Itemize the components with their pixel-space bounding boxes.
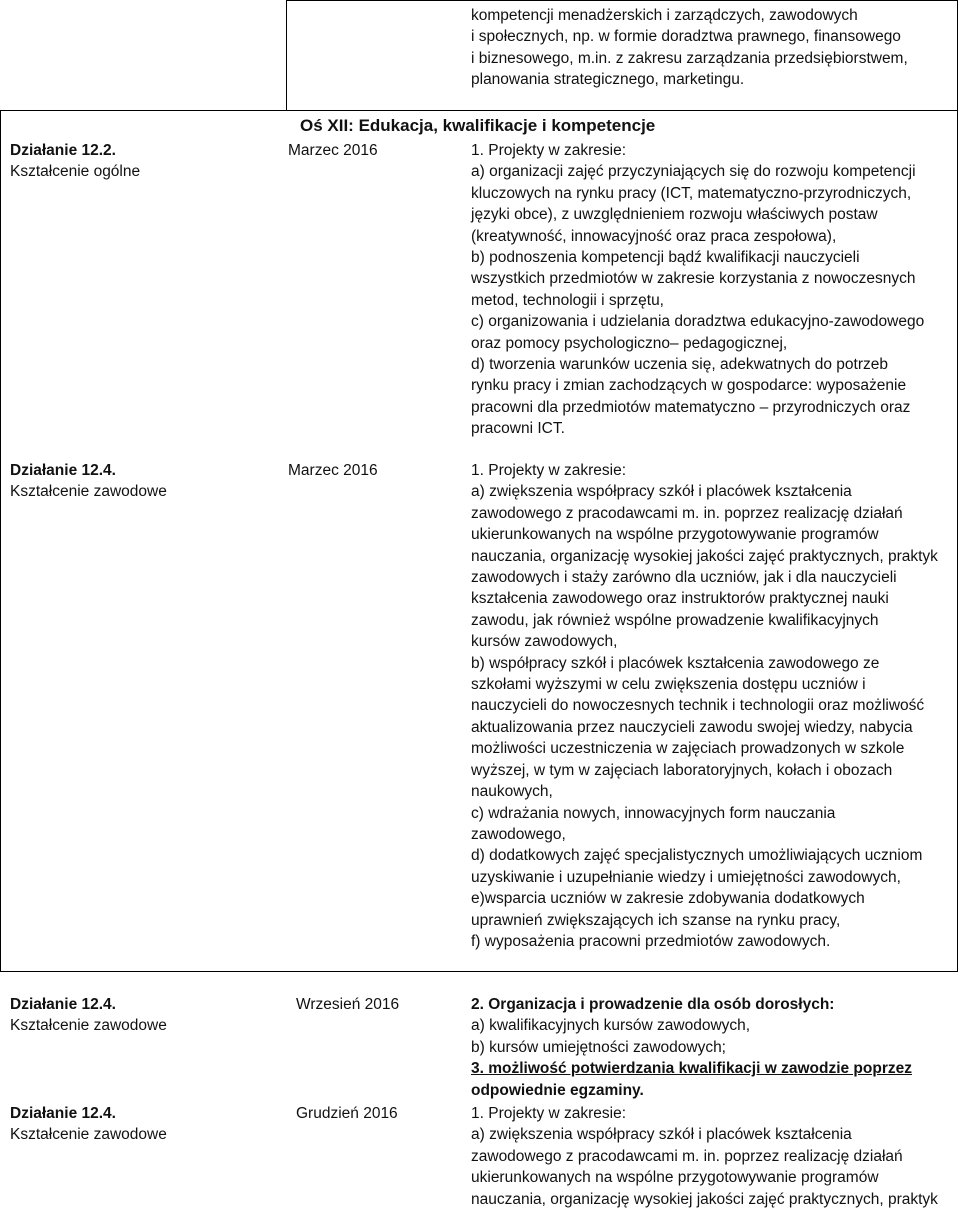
table-col-divider-right-top bbox=[957, 0, 958, 111]
description-line: a) zwiększenia współpracy szkół i placówek kształcenia bbox=[471, 1126, 852, 1144]
description-line: d) dodatkowych zajęć specjalistycznych umożliwiających uczniom bbox=[471, 847, 923, 865]
description-line: e)wsparcia uczniów w zakresie zdobywania dodatkowych bbox=[471, 890, 865, 908]
row-2-date: Marzec 2016 bbox=[288, 462, 378, 479]
action-name: Kształcenie zawodowe bbox=[10, 1126, 167, 1144]
action-number: Działanie 12.2. bbox=[10, 142, 116, 159]
row-1-action bbox=[10, 140, 140, 183]
description-line: wyższej, w tym w zajęciach laboratoryjnych, kołach i obozach bbox=[471, 761, 893, 779]
action-name: Kształcenie ogólne bbox=[10, 163, 141, 181]
action-number: Działanie 12.4. bbox=[10, 1105, 116, 1122]
description-line: c) organizowania i udzielania doradztwa edukacyjno-zawodowego bbox=[471, 313, 925, 331]
description-line: nauczania, organizację wysokiej jakości zajęć praktycznych, praktyk bbox=[471, 1190, 938, 1208]
description-line: a) kwalifikacyjnych kursów zawodowych, bbox=[471, 1017, 751, 1035]
description-line: naukowych, bbox=[471, 783, 553, 801]
table-border-right bbox=[957, 110, 958, 972]
description-line: kursów zawodowych, bbox=[471, 633, 618, 651]
description-line: a) zwiększenia współpracy szkół i placówek kształcenia bbox=[471, 483, 852, 501]
description-line: oraz pomocy psychologiczno– pedagogicznej, bbox=[471, 334, 788, 352]
table-border-top-right-segment bbox=[286, 0, 958, 1]
description-line: f) wyposażenia pracowni przedmiotów zawodowych. bbox=[471, 932, 831, 950]
row-1-date: Marzec 2016 bbox=[288, 142, 378, 159]
description-line: pracowni ICT. bbox=[471, 420, 565, 438]
description-line: aktualizowania przez nauczycieli zawodu swojej wiedzy, nabycia bbox=[471, 718, 913, 736]
description-heading: 1. Projekty w zakresie: bbox=[471, 462, 627, 479]
description-line: zawodowego z pracodawcami m. in. poprzez realizację działań bbox=[471, 1147, 903, 1165]
description-line: rynku pracy i zmian zachodzących w gospodarce: wyposażenie bbox=[471, 377, 907, 395]
description-line: metod, technologii i sprzętu, bbox=[471, 291, 664, 309]
row-3-action bbox=[10, 994, 167, 1037]
description-line: uprawnień zwiększających ich szanse na rynku pracy, bbox=[471, 911, 841, 929]
action-number: Działanie 12.4. bbox=[10, 462, 116, 479]
description-heading: 2. Organizacja i prowadzenie dla osób dorosłych: bbox=[471, 996, 835, 1013]
description-line: kluczowych na rynku pracy (ICT, matematyczno-przyrodniczych, bbox=[471, 184, 912, 202]
row-4-action bbox=[10, 1103, 167, 1146]
top-line: planowania strategicznego, marketingu. bbox=[471, 71, 745, 89]
description-line: d) tworzenia warunków uczenia się, adekwatnych do potrzeb bbox=[471, 356, 889, 374]
description-line: c) wdrażania nowych, innowacyjnych form nauczania bbox=[471, 804, 836, 822]
row-4-description bbox=[471, 1103, 938, 1210]
row-2-action bbox=[10, 460, 167, 503]
description-line: nauczycieli do nowoczesnych technik i technologii oraz możliwość bbox=[471, 697, 925, 715]
description-line: b) kursów umiejętności zawodowych; bbox=[471, 1038, 726, 1056]
description-line: (kreatywność, innowacyjność oraz praca zespołowa), bbox=[471, 227, 837, 245]
description-line: ukierunkowanych na wspólne przygotowywanie programów bbox=[471, 526, 879, 544]
description-line: zawodowego, bbox=[471, 825, 566, 843]
table-border-left bbox=[0, 110, 1, 972]
top-line: i społecznych, np. w formie doradztwa prawnego, finansowego bbox=[471, 28, 901, 46]
description-bold-line: odpowiednie egzaminy. bbox=[471, 1081, 644, 1099]
row-4-date: Grudzień 2016 bbox=[296, 1105, 398, 1122]
table-col-divider-left-top bbox=[286, 0, 287, 111]
description-heading: 1. Projekty w zakresie: bbox=[471, 1105, 627, 1122]
description-line: możliwości uczestniczenia w zajęciach prowadzonych w szkole bbox=[471, 740, 905, 758]
action-number: Działanie 12.4. bbox=[10, 996, 116, 1013]
description-line: języki obce), z uwzględnieniem rozwoju właściwych postaw bbox=[471, 206, 878, 224]
description-line: ukierunkowanych na wspólne przygotowywanie programów bbox=[471, 1169, 879, 1187]
action-name: Kształcenie zawodowe bbox=[10, 1017, 167, 1035]
description-line: a) organizacji zajęć przyczyniających się do rozwoju kompetencji bbox=[471, 163, 916, 181]
description-line: zawodowego z pracodawcami m. in. poprzez realizację działań bbox=[471, 504, 903, 522]
description-line: b) współpracy szkół i placówek kształcenia zawodowego ze bbox=[471, 654, 880, 672]
description-line: kształcenia zawodowego oraz instruktorów praktycznej nauki bbox=[471, 590, 889, 608]
description-bold-line: 3. możliwość potwierdzania kwalifikacji w zawodzie poprzez bbox=[471, 1060, 912, 1078]
axis-heading: Oś XII: Edukacja, kwalifikacje i kompetencje bbox=[300, 116, 656, 135]
row-3-date: Wrzesień 2016 bbox=[296, 996, 400, 1013]
description-line: uzyskiwanie i uzupełnianie wiedzy i umiejętności zawodowych, bbox=[471, 868, 901, 886]
top-line: i biznesowego, m.in. z zakresu zarządzania przedsiębiorstwem, bbox=[471, 49, 908, 67]
description-heading: 1. Projekty w zakresie: bbox=[471, 142, 627, 159]
top-continuation-text bbox=[471, 5, 908, 91]
row-3-description bbox=[471, 994, 912, 1101]
row-2-description bbox=[471, 460, 938, 952]
description-line: szkołami wyższymi w celu zwiększenia dostępu uczniów i bbox=[471, 676, 866, 694]
description-line: pracowni dla przedmiotów matematyczno – przyrodniczych oraz bbox=[471, 398, 911, 416]
table-row-divider-1 bbox=[0, 110, 958, 111]
top-line: kompetencji menadżerskich i zarządczych, zawodowych bbox=[471, 7, 858, 24]
description-line: wszystkich przedmiotów w zakresie korzystania z nowoczesnych bbox=[471, 270, 916, 288]
description-line: b) podnoszenia kompetencji bądź kwalifikacji nauczycieli bbox=[471, 249, 860, 267]
description-line: zawodowych i staży zarówno dla uczniów, jak i dla nauczycieli bbox=[471, 569, 897, 587]
description-line: nauczania, organizację wysokiej jakości zajęć praktycznych, praktyk bbox=[471, 547, 938, 565]
table-row-divider-2 bbox=[0, 971, 958, 972]
action-name: Kształcenie zawodowe bbox=[10, 483, 167, 501]
row-1-description bbox=[471, 140, 924, 440]
description-line: zawodu, jak również wspólne prowadzenie kwalifikacyjnych bbox=[471, 611, 879, 629]
